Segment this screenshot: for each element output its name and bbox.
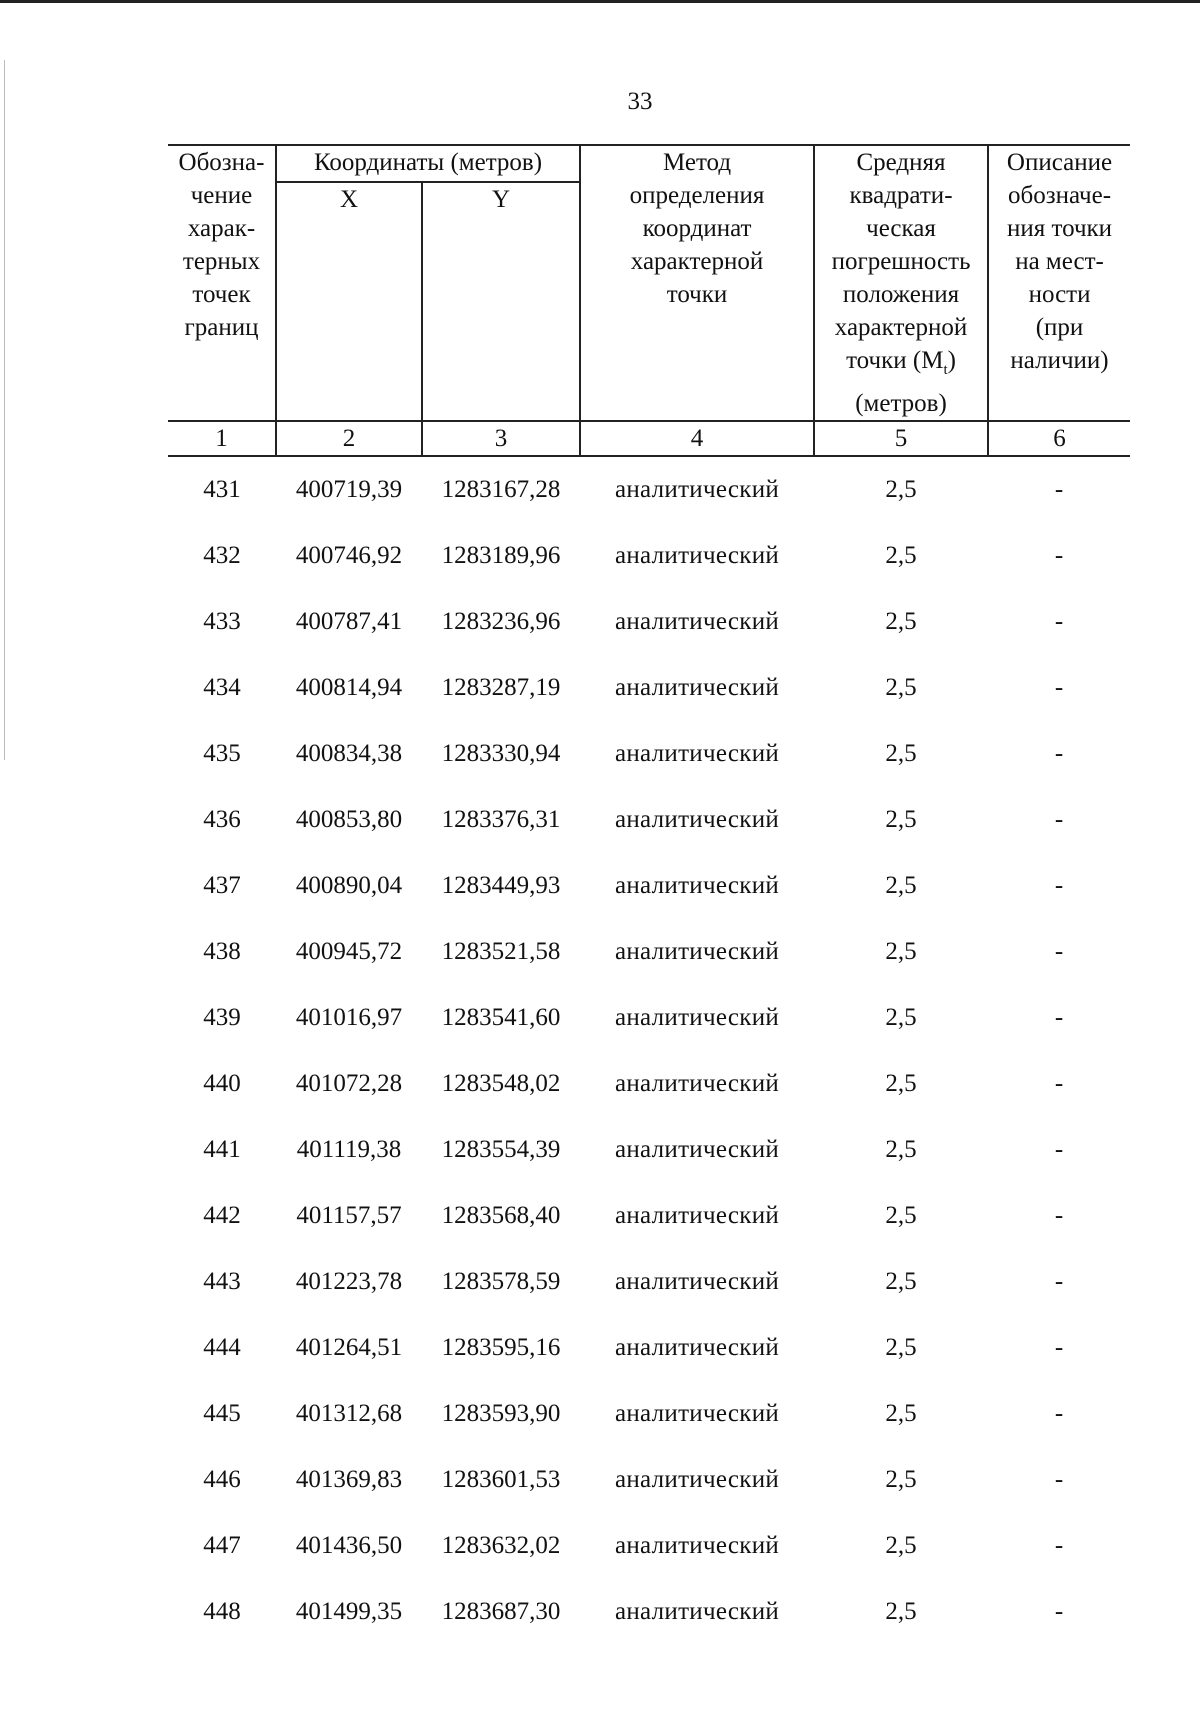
cell-y: 1283593,90 [441, 1400, 561, 1427]
scan-top-edge [0, 0, 1200, 3]
header-point-designation [168, 145, 276, 421]
header-coordinates-group: Координаты (метров) [276, 145, 580, 182]
cell-x: 401436,50 [295, 1532, 403, 1559]
column-numbers-row [168, 421, 1130, 456]
cell-error: 2,5 [885, 1466, 917, 1493]
cell-y: 1283548,02 [441, 1070, 561, 1097]
table-row [168, 1117, 1130, 1183]
column-number: 3 [422, 421, 580, 456]
cell-method: аналитический [614, 1136, 780, 1163]
cell-method: аналитический [614, 1004, 780, 1031]
cell-y: 1283632,02 [441, 1532, 561, 1559]
header-line: точки [666, 281, 728, 308]
cell-x: 400945,72 [295, 938, 403, 965]
cell-point: 443 [203, 1268, 241, 1295]
cell-y: 1283287,19 [441, 674, 561, 701]
cell-description: - [1054, 1268, 1064, 1295]
cell-point: 431 [203, 476, 241, 503]
cell-point: 444 [203, 1334, 241, 1361]
column-number: 5 [814, 421, 988, 456]
cell-point: 441 [203, 1136, 241, 1163]
cell-method: аналитический [614, 1400, 780, 1427]
cell-description: - [1054, 1136, 1064, 1163]
cell-point: 448 [203, 1598, 241, 1625]
cell-error: 2,5 [885, 476, 917, 503]
cell-x: 400746,92 [295, 542, 403, 569]
header-description [988, 145, 1130, 421]
cell-error: 2,5 [885, 1532, 917, 1559]
table-row [168, 589, 1130, 655]
subscript-t: t [943, 362, 948, 378]
table-row [168, 1183, 1130, 1249]
cell-error: 2,5 [885, 674, 917, 701]
cell-description: - [1054, 806, 1064, 833]
page-number: 33 [627, 88, 653, 115]
header-line: наличии) [1010, 347, 1109, 374]
coordinates-table [168, 144, 1130, 1645]
cell-point: 434 [203, 674, 241, 701]
table-row [168, 523, 1130, 589]
cell-y: 1283330,94 [441, 740, 561, 767]
cell-description: - [1054, 476, 1064, 503]
cell-error: 2,5 [885, 1268, 917, 1295]
cell-x: 400719,39 [295, 476, 403, 503]
table-row [168, 1381, 1130, 1447]
table-row [168, 456, 1130, 523]
cell-method: аналитический [614, 1202, 780, 1229]
cell-x: 400853,80 [295, 806, 403, 833]
cell-method: аналитический [614, 938, 780, 965]
cell-error: 2,5 [885, 1400, 917, 1427]
cell-y: 1283601,53 [441, 1466, 561, 1493]
cell-y: 1283521,58 [441, 938, 561, 965]
cell-point: 438 [203, 938, 241, 965]
cell-description: - [1054, 608, 1064, 635]
cell-description: - [1054, 1202, 1064, 1229]
cell-y: 1283595,16 [441, 1334, 561, 1361]
cell-error: 2,5 [885, 1070, 917, 1097]
header-line-text: точки (M [846, 347, 944, 374]
header-line-paren: ) [947, 347, 956, 374]
cell-method: аналитический [614, 1268, 780, 1295]
cell-method: аналитический [614, 1466, 780, 1493]
cell-description: - [1054, 938, 1064, 965]
cell-method: аналитический [614, 872, 780, 899]
table-row [168, 721, 1130, 787]
header-line [817, 344, 985, 387]
column-number: 2 [276, 421, 422, 456]
cell-error: 2,5 [885, 542, 917, 569]
header-line: (метров) [855, 390, 947, 417]
cell-point: 432 [203, 542, 241, 569]
cell-y: 1283236,96 [441, 608, 561, 635]
table-row [168, 919, 1130, 985]
cell-x: 401157,57 [296, 1202, 402, 1229]
cell-x: 400890,04 [295, 872, 403, 899]
table-body [168, 456, 1130, 1645]
cell-method: аналитический [614, 1070, 780, 1097]
header-line: Описание [1006, 149, 1113, 176]
cell-error: 2,5 [885, 938, 917, 965]
cell-point: 442 [203, 1202, 241, 1229]
header-line: координат [642, 215, 752, 242]
cell-description: - [1054, 542, 1064, 569]
cell-point: 445 [203, 1400, 241, 1427]
header-line: положения [842, 281, 960, 308]
header-line: точек [192, 281, 251, 308]
header-line: Средняя [856, 149, 946, 176]
cell-error: 2,5 [885, 740, 917, 767]
header-line: харак- [187, 215, 256, 242]
cell-error: 2,5 [885, 806, 917, 833]
cell-error: 2,5 [885, 872, 917, 899]
table-row [168, 1447, 1130, 1513]
cell-description: - [1054, 1400, 1064, 1427]
cell-y: 1283554,39 [441, 1136, 561, 1163]
cell-error: 2,5 [885, 1004, 917, 1031]
cell-x: 401369,83 [295, 1466, 403, 1493]
header-line: ния точки [1006, 215, 1113, 242]
cell-description: - [1054, 1070, 1064, 1097]
cell-point: 439 [203, 1004, 241, 1031]
table-row [168, 655, 1130, 721]
cell-point: 440 [203, 1070, 241, 1097]
header-y: Y [422, 182, 580, 421]
cell-description: - [1054, 674, 1064, 701]
cell-point: 446 [203, 1466, 241, 1493]
scan-left-edge [4, 60, 5, 760]
cell-description: - [1054, 872, 1064, 899]
header-line: Обозна- [178, 149, 265, 176]
cell-y: 1283167,28 [441, 476, 561, 503]
column-number: 6 [988, 421, 1130, 456]
header-line: ности [1028, 281, 1091, 308]
header-line: ческая [866, 215, 936, 242]
cell-description: - [1054, 1004, 1064, 1031]
cell-description: - [1054, 1466, 1064, 1493]
cell-y: 1283568,40 [441, 1202, 561, 1229]
header-line: квадрати- [849, 182, 953, 209]
cell-method: аналитический [614, 1334, 780, 1361]
header-line: характерной [630, 248, 764, 275]
cell-y: 1283376,31 [441, 806, 561, 833]
header-line: погрешность [831, 248, 971, 275]
table-row [168, 1579, 1130, 1645]
cell-description: - [1054, 740, 1064, 767]
cell-x: 401119,38 [296, 1136, 402, 1163]
cell-error: 2,5 [885, 608, 917, 635]
header-line: границ [184, 314, 259, 341]
cell-method: аналитический [614, 1532, 780, 1559]
cell-x: 401223,78 [295, 1268, 403, 1295]
header-x: X [276, 182, 422, 421]
cell-point: 433 [203, 608, 241, 635]
header-method [580, 145, 814, 421]
cell-x: 401312,68 [295, 1400, 403, 1427]
cell-y: 1283687,30 [441, 1598, 561, 1625]
cell-point: 436 [203, 806, 241, 833]
table-header [168, 145, 1130, 456]
table-row [168, 985, 1130, 1051]
cell-method: аналитический [614, 476, 780, 503]
cell-y: 1283189,96 [441, 542, 561, 569]
cell-y: 1283449,93 [441, 872, 561, 899]
cell-x: 400834,38 [295, 740, 403, 767]
cell-method: аналитический [614, 806, 780, 833]
table-row [168, 1315, 1130, 1381]
header-line: обозначе- [1007, 182, 1112, 209]
cell-description: - [1054, 1532, 1064, 1559]
cell-x: 401016,97 [295, 1004, 403, 1031]
table-row [168, 853, 1130, 919]
header-line: терных [182, 248, 261, 275]
header-line: характерной [834, 314, 968, 341]
table-row [168, 1051, 1130, 1117]
cell-y: 1283541,60 [441, 1004, 561, 1031]
header-line: на мест- [1015, 248, 1104, 275]
cell-method: аналитический [614, 740, 780, 767]
cell-x: 401072,28 [295, 1070, 403, 1097]
column-number: 1 [168, 421, 276, 456]
cell-x: 400787,41 [295, 608, 403, 635]
cell-error: 2,5 [885, 1334, 917, 1361]
header-line: Метод [662, 149, 732, 176]
cell-method: аналитический [614, 1598, 780, 1625]
header-mean-square-error [814, 145, 988, 421]
cell-error: 2,5 [885, 1598, 917, 1625]
cell-description: - [1054, 1598, 1064, 1625]
header-line: (при [1035, 314, 1084, 341]
table-row [168, 1249, 1130, 1315]
cell-description: - [1054, 1334, 1064, 1361]
cell-point: 435 [203, 740, 241, 767]
table-row [168, 787, 1130, 853]
table-row [168, 1513, 1130, 1579]
header-line: определения [629, 182, 765, 209]
column-number: 4 [580, 421, 814, 456]
cell-point: 437 [203, 872, 241, 899]
cell-x: 401264,51 [295, 1334, 403, 1361]
header-line: чение [190, 182, 253, 209]
cell-method: аналитический [614, 608, 780, 635]
cell-y: 1283578,59 [441, 1268, 561, 1295]
cell-point: 447 [203, 1532, 241, 1559]
cell-x: 400814,94 [295, 674, 403, 701]
cell-error: 2,5 [885, 1202, 917, 1229]
cell-method: аналитический [614, 674, 780, 701]
cell-method: аналитический [614, 542, 780, 569]
cell-error: 2,5 [885, 1136, 917, 1163]
cell-x: 401499,35 [295, 1598, 403, 1625]
